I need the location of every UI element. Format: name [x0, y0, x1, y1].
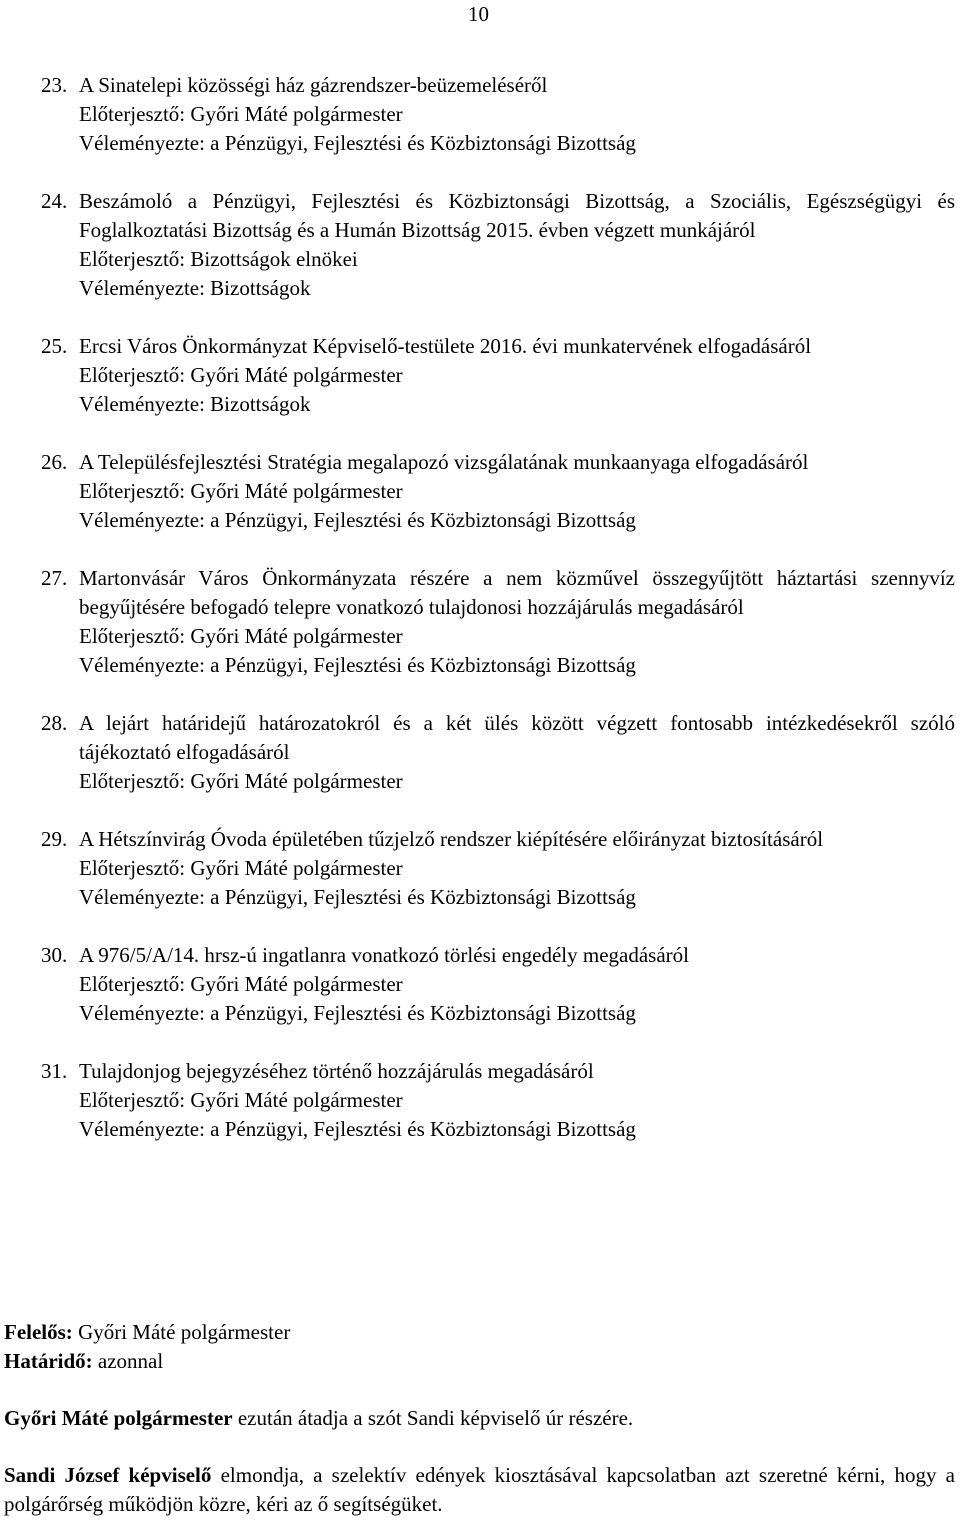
item-number: 23. — [41, 73, 68, 97]
item-title: A Településfejlesztési Stratégia megalapozó vizsgálatának munkaanyaga elfogadásáról — [79, 450, 809, 474]
item-presenter: Előterjesztő: Győri Máté polgármester — [79, 363, 403, 387]
agenda-item — [41, 941, 955, 1028]
item-title: Martonvásár Város Önkormányzata részére a nem közművel összegyűjtött háztartási szennyvíz begyűjtésére befogadó telepre vonatkozó tulajdonosi hozzájárulás megadásáról — [79, 566, 955, 619]
item-title: A 976/5/A/14. hrsz-ú ingatlanra vonatkozó törlési engedély megadásáról — [79, 943, 689, 967]
agenda-item — [41, 71, 955, 158]
item-reviewer: Véleményezte: a Pénzügyi, Fejlesztési és Közbiztonsági Bizottság — [79, 653, 636, 677]
agenda-item — [41, 564, 955, 680]
item-reviewer: Véleményezte: a Pénzügyi, Fejlesztési és Közbiztonsági Bizottság — [79, 885, 636, 909]
item-presenter: Előterjesztő: Győri Máté polgármester — [79, 102, 403, 126]
agenda-item — [41, 709, 955, 796]
item-title: Ercsi Város Önkormányzat Képviselő-testülete 2016. évi munkatervének elfogadásáról — [79, 334, 812, 358]
item-title: A lejárt határidejű határozatokról és a két ülés között végzett fontosabb intézkedésekről szóló tájékoztató elfogadásáról — [79, 711, 955, 764]
item-title: A Hétszínvirág Óvoda épületében tűzjelző rendszer kiépítésére előirányzat biztosításáról — [79, 827, 824, 851]
resolution-footer — [4, 1318, 955, 1519]
item-number: 31. — [41, 1059, 68, 1083]
responsible-value: Győri Máté polgármester — [72, 1320, 291, 1344]
item-number: 29. — [41, 827, 68, 851]
item-presenter: Előterjesztő: Bizottságok elnökei — [79, 247, 358, 271]
mayor-paragraph — [4, 1404, 955, 1433]
item-number: 24. — [41, 189, 68, 213]
item-presenter: Előterjesztő: Győri Máté polgármester — [79, 972, 403, 996]
agenda-item — [41, 1057, 955, 1144]
item-reviewer: Véleményezte: Bizottságok — [79, 392, 311, 416]
item-reviewer: Véleményezte: a Pénzügyi, Fejlesztési és Közbiztonsági Bizottság — [79, 1117, 636, 1141]
agenda-item — [41, 187, 955, 303]
agenda-item — [41, 448, 955, 535]
item-reviewer: Véleményezte: a Pénzügyi, Fejlesztési és Közbiztonsági Bizottság — [79, 131, 636, 155]
speaker-name: Győri Máté polgármester — [4, 1406, 233, 1430]
responsible-line — [4, 1318, 955, 1347]
speaker-name: Sandi József képviselő — [4, 1463, 212, 1487]
deadline-value: azonnal — [92, 1349, 164, 1373]
item-presenter: Előterjesztő: Győri Máté polgármester — [79, 479, 403, 503]
page-number: 10 — [468, 2, 489, 26]
deadline-line — [4, 1347, 955, 1376]
agenda-item — [41, 332, 955, 419]
item-number: 25. — [41, 334, 68, 358]
item-number: 26. — [41, 450, 68, 474]
item-presenter: Előterjesztő: Győri Máté polgármester — [79, 624, 403, 648]
paragraph-text: ezután átadja a szót Sandi képviselő úr részére. — [232, 1406, 634, 1430]
responsible-label: Felelős: — [4, 1320, 73, 1344]
item-reviewer: Véleményezte: a Pénzügyi, Fejlesztési és Közbiztonsági Bizottság — [79, 508, 636, 532]
item-presenter: Előterjesztő: Győri Máté polgármester — [79, 769, 403, 793]
paragraph-text: elmondja, a szelektív edények kiosztásával kapcsolatban azt szeretné kérni, hogy a polgárőrség működjön közre, kéri az ő segítségüket. — [4, 1463, 955, 1516]
item-number: 30. — [41, 943, 68, 967]
item-reviewer: Véleményezte: Bizottságok — [79, 276, 311, 300]
deadline-label: Határidő: — [4, 1349, 93, 1373]
item-number: 27. — [41, 566, 68, 590]
representative-paragraph — [4, 1461, 955, 1519]
item-title: Tulajdonjog bejegyzéséhez történő hozzájárulás megadásáról — [79, 1059, 594, 1083]
item-reviewer: Véleményezte: a Pénzügyi, Fejlesztési és Közbiztonsági Bizottság — [79, 1001, 636, 1025]
agenda-item — [41, 825, 955, 912]
item-number: 28. — [41, 711, 68, 735]
item-title: Beszámoló a Pénzügyi, Fejlesztési és Közbiztonsági Bizottság, a Szociális, Egészségügyi és Foglalkoztatási Bizottság és a Humán Bizottság 2015. évben végzett munkájáról — [79, 189, 955, 242]
item-presenter: Előterjesztő: Győri Máté polgármester — [79, 856, 403, 880]
item-title: A Sinatelepi közösségi ház gázrendszer-beüzemeléséről — [79, 73, 548, 97]
agenda-list — [41, 71, 955, 1173]
item-presenter: Előterjesztő: Győri Máté polgármester — [79, 1088, 403, 1112]
